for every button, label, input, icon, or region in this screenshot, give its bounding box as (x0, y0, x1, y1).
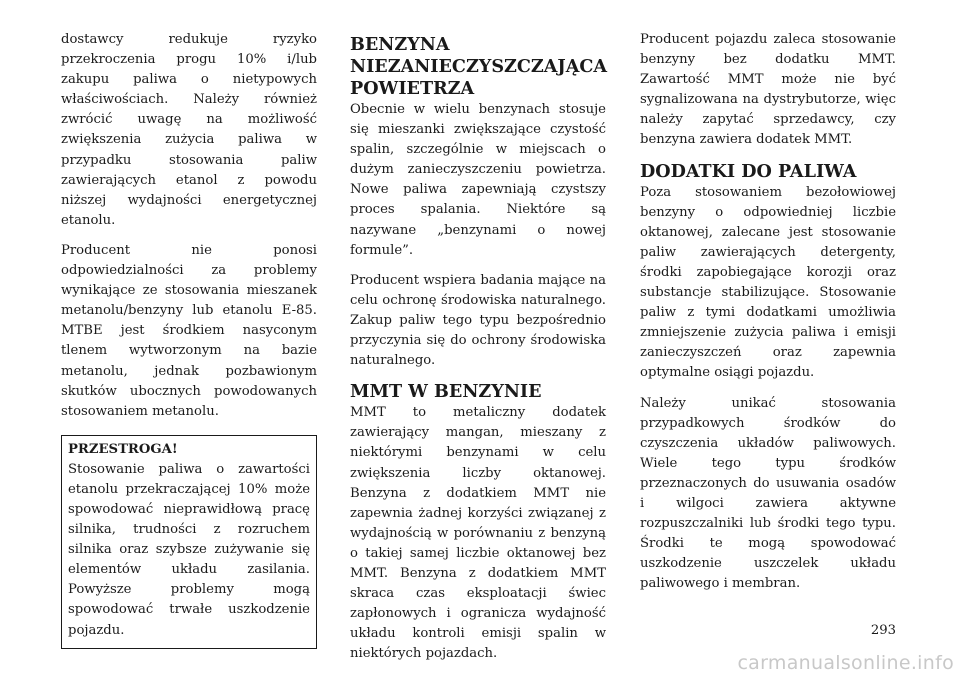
column-right (640, 30, 896, 604)
caution-text: Stosowanie paliwa o zawartości etanolu przekraczającej 10% może spowodować nieprawidłową pracę silnika, trudności z rozruchem silnika oraz szybsze zużywanie się elementów układu zasilania. Powyższe problemy mogą spowodować trwałe uszkodzenie pojazdu. (68, 461, 310, 638)
column-middle (350, 30, 606, 674)
column-left (61, 30, 317, 649)
paragraph-additives-recommended: Poza stosowaniem bezołowiowej benzyny o odpowiedniej liczbie oktanowej, zalecane jest stosowanie paliw zawierających detergenty, środki zapobiegające korozji oraz substancje stabilizujące. Stosowanie paliw z tymi dodatkami umożliwia zmniejszenie zużycia paliwa i emisji zanieczyszczeń oraz zapewnia optymalne osiągi pojazdu. (640, 184, 896, 381)
paragraph-mmt-recommendation: Producent pojazdu zaleca stosowanie benzyny bez dodatku MMT. Zawartość MMT może nie być sygnalizowana na dystrybutorze, więc należy zapytać sprzedawcy, czy benzyna zawiera dodatek MMT. (640, 32, 896, 148)
heading-clean-air-gasoline: BENZYNA NIEZANIECZYSZCZAJĄCA POWIETRZA (350, 34, 608, 99)
paragraph-environment-support: Producent wspiera badania mające na celu ochronę środowiska naturalnego. Zakup paliw tego typu bezpośrednio przyczynia się do ochrony środowiska naturalnego. (350, 272, 606, 369)
watermark-text: carmanualsonline.info (737, 652, 954, 674)
heading-fuel-additives: DODATKI DO PALIWA (640, 160, 857, 182)
paragraph-mmt-description: MMT to metaliczny dodatek zawierający mangan, mieszany z niektórymi benzynami w celu zwiększenia liczby oktanowej. Benzyna z dodatkiem MMT nie zapewnia żadnej korzyści związanej z wydajnością w porównaniu z benzyną o takiej samej liczbie oktanowej bez MMT. Benzyna z dodatkiem MMT skraca czas eksploatacji świec zapłonowych i ogranicza wydajność układu kontroli emisji spalin w niektórych pojazdach. (350, 405, 606, 662)
paragraph-clean-fuels: Obecnie w wielu benzynach stosuje się mieszanki zwiększające czystość spalin, szczególnie w miejscach o dużym zanieczyszczeniu powietrza. Nowe paliwa zapewniają czystszy proces spalania. Niektóre są nazywane „benzynami o nowej formule”. (350, 102, 606, 258)
caution-title: PRZESTROGA! (68, 441, 178, 457)
heading-mmt-in-gasoline: MMT W BENZYNIE (350, 381, 542, 403)
paragraph-avoid-cleaners: Należy unikać stosowania przypadkowych środków do czyszczenia układów paliwowych. Wiele tego typu środków przeznaczonych do usuwania osadów i wilgoci zawiera aktywne rozpuszczalniki lub środki tego typu. Środki te mogą spowodować uszkodzenie uszczelek układu paliwowego i membran. (640, 395, 896, 592)
caution-box (61, 435, 317, 649)
paragraph-manufacturer-liability: Producent nie ponosi odpowiedzialności za problemy wynikające ze stosowania mieszanek metanolu/benzyny lub etanolu E-85. MTBE jest środkiem nasyconym tlenem wytworzonym na bazie metanolu, jednak pozbawionym skutków ubocznych powodowanych stosowaniem metanolu. (61, 242, 317, 419)
page-number: 293 (870, 623, 896, 638)
paragraph-ethanol-efficiency: dostawcy redukuje ryzyko przekroczenia progu 10% i/lub zakupu paliwa o nietypowych właściwościach. Należy również zwrócić uwagę na możliwość zwiększenia zużycia paliwa w przypadku stosowania paliw zawierających etanol z powodu niższej wydajności energetycznej etanolu. (61, 32, 317, 228)
